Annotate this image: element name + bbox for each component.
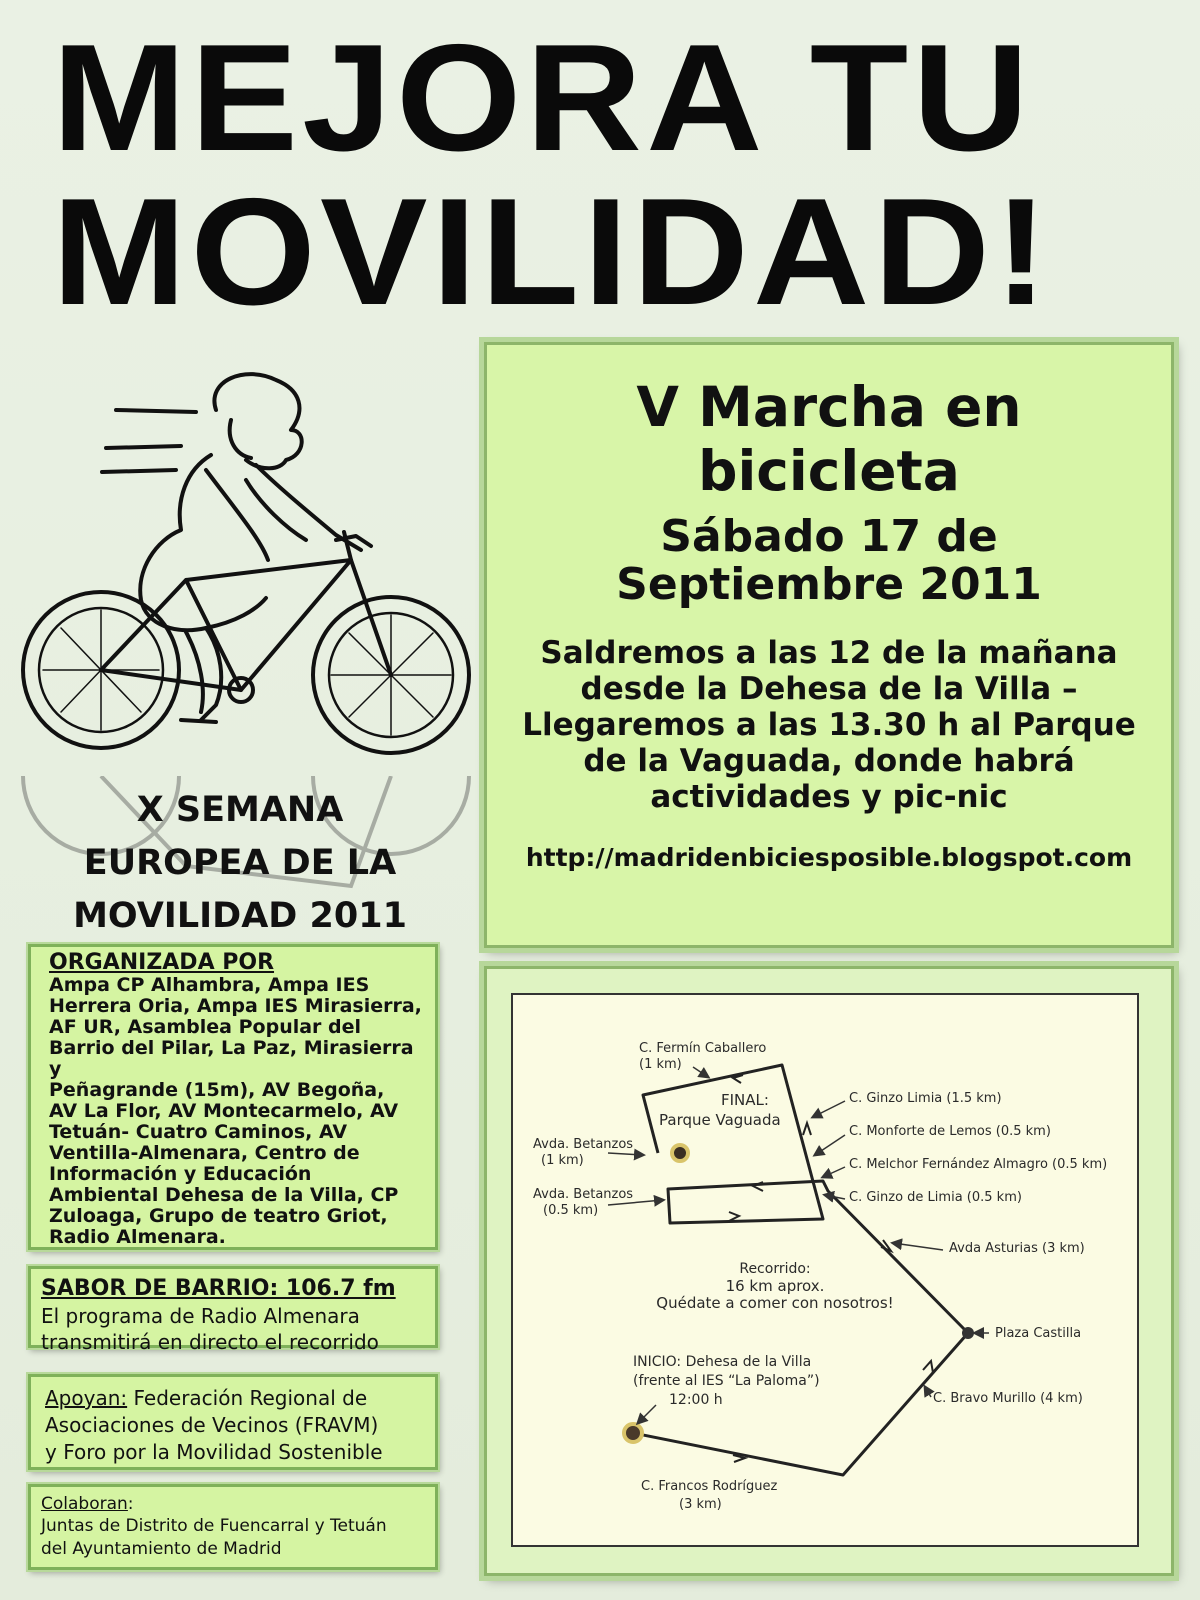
- collaborators-heading-colon: :: [127, 1494, 134, 1514]
- support-text: Federación Regional de: [133, 1386, 368, 1410]
- map-label: C. Ginzo Limia (1.5 km): [849, 1091, 1002, 1106]
- map-label: Quédate a comer con nosotros!: [656, 1294, 894, 1312]
- event-title: [487, 375, 1171, 503]
- week-title-line: X SEMANA: [136, 790, 344, 830]
- headline-line-2: MOVILIDAD!: [52, 167, 1053, 337]
- event-date: [487, 513, 1171, 609]
- organizers-line: Información y Educación: [49, 1163, 312, 1185]
- map-label: (0.5 km): [543, 1203, 599, 1218]
- event-detail-line: Llegaremos a las 13.30 h al Parque: [522, 707, 1136, 743]
- map-label: Plaza Castilla: [995, 1326, 1082, 1341]
- event-title-line: V Marcha en: [636, 375, 1022, 439]
- speed-line: [106, 446, 181, 448]
- map-label: C. Bravo Murillo (4 km): [933, 1391, 1083, 1406]
- support-box: [28, 1374, 438, 1470]
- event-detail-line: desde la Dehesa de la Villa –: [580, 671, 1078, 707]
- support-line: [45, 1385, 425, 1412]
- map-label: 12:00 h: [669, 1392, 723, 1408]
- event-title-line: bicicleta: [698, 439, 960, 503]
- map-label: C. Francos Rodríguez: [641, 1479, 778, 1494]
- map-label: (1 km): [541, 1153, 584, 1168]
- collaborators-line: del Ayuntamiento de Madrid: [41, 1539, 282, 1559]
- support-line: Asociaciones de Vecinos (FRAVM): [45, 1413, 379, 1437]
- route-map: [511, 993, 1139, 1547]
- headline-line-1: MEJORA TU: [52, 13, 1034, 183]
- organizers-line: Ambiental Dehesa de la Villa, CP: [49, 1184, 399, 1206]
- organizers-line: Herrera Oria, Ampa IES Mirasierra,: [49, 995, 422, 1017]
- map-label: C. Fermín Caballero: [639, 1041, 767, 1056]
- map-label: 16 km aprox.: [725, 1277, 825, 1295]
- map-label: C. Monforte de Lemos (0.5 km): [849, 1124, 1051, 1139]
- organizers-line: Ampa CP Alhambra, Ampa IES: [49, 974, 370, 996]
- map-label: (3 km): [679, 1497, 722, 1512]
- radio-line: transmitirá en directo el recorrido: [41, 1330, 379, 1354]
- map-label: Avda. Betanzos: [533, 1137, 634, 1152]
- event-detail-line: actividades y pic-nic: [650, 779, 1008, 815]
- map-label: Avda Asturias (3 km): [949, 1241, 1085, 1256]
- map-label: Avda. Betanzos: [533, 1187, 634, 1202]
- event-date-line: Sábado 17 de: [660, 511, 998, 562]
- speed-line: [102, 470, 176, 472]
- map-label: Parque Vaguada: [659, 1111, 781, 1129]
- speed-line: [116, 410, 196, 412]
- event-details: [513, 635, 1145, 815]
- organizers-line: Peñagrande (15m), AV Begoña,: [49, 1079, 385, 1101]
- collaborators-heading: [41, 1493, 425, 1515]
- event-detail-line: Saldremos a las 12 de la mañana: [540, 635, 1118, 671]
- organizers-box: [28, 944, 438, 1250]
- map-label: (1 km): [639, 1057, 682, 1072]
- map-label: INICIO: Dehesa de la Villa: [633, 1354, 812, 1370]
- event-detail-line: de la Vaguada, donde habrá: [583, 743, 1075, 779]
- support-label: Apoyan:: [45, 1386, 128, 1410]
- map-label: Recorrido:: [739, 1261, 811, 1277]
- week-title-line: MOVILIDAD 2011: [73, 896, 407, 936]
- organizers-line: Zuloaga, Grupo de teatro Griot,: [49, 1205, 388, 1227]
- map-label: FINAL:: [721, 1091, 769, 1109]
- organizers-line: Tetuán- Cuatro Caminos, AV: [49, 1121, 348, 1143]
- event-panel: [484, 342, 1174, 948]
- collaborators-line: Juntas de Distrito de Fuencarral y Tetuán: [41, 1516, 387, 1536]
- event-url-link[interactable]: http://madridenbiciesposible.blogspot.com: [525, 843, 1133, 872]
- finish-point: [672, 1145, 688, 1161]
- radio-heading: SABOR DE BARRIO: 106.7 fm: [41, 1276, 396, 1301]
- collaborators-box: [28, 1484, 438, 1570]
- radio-line: El programa de Radio Almenara: [41, 1304, 360, 1328]
- organizers-line: AF UR, Asamblea Popular del: [49, 1016, 362, 1038]
- week-title-line: EUROPEA DE LA: [83, 843, 397, 883]
- map-label: (frente al IES “La Paloma”): [633, 1373, 820, 1389]
- organizers-line: Radio Almenara.: [49, 1226, 226, 1248]
- map-label: C. Ginzo de Limia (0.5 km): [849, 1190, 1022, 1205]
- radio-box: [28, 1266, 438, 1354]
- organizers-line: AV La Flor, AV Montecarmelo, AV: [49, 1100, 399, 1122]
- route-map-panel: [484, 966, 1174, 1576]
- organizers-heading: ORGANIZADA POR: [49, 950, 275, 975]
- start-point: [624, 1424, 642, 1442]
- organizers-line: Ventilla-Almenara, Centro de: [49, 1142, 360, 1164]
- organizers-line: Barrio del Pilar, La Paz, Mirasierra y: [49, 1037, 414, 1080]
- week-title: [0, 784, 480, 943]
- cyclist-illustration: [6, 360, 476, 780]
- collaborators-heading-text: Colaboran: [41, 1494, 128, 1514]
- support-line: y Foro por la Movilidad Sostenible: [45, 1440, 383, 1464]
- map-label: C. Melchor Fernández Almagro (0.5 km): [849, 1157, 1108, 1172]
- event-date-line: Septiembre 2011: [616, 559, 1042, 610]
- plaza-castilla-point: [962, 1327, 974, 1339]
